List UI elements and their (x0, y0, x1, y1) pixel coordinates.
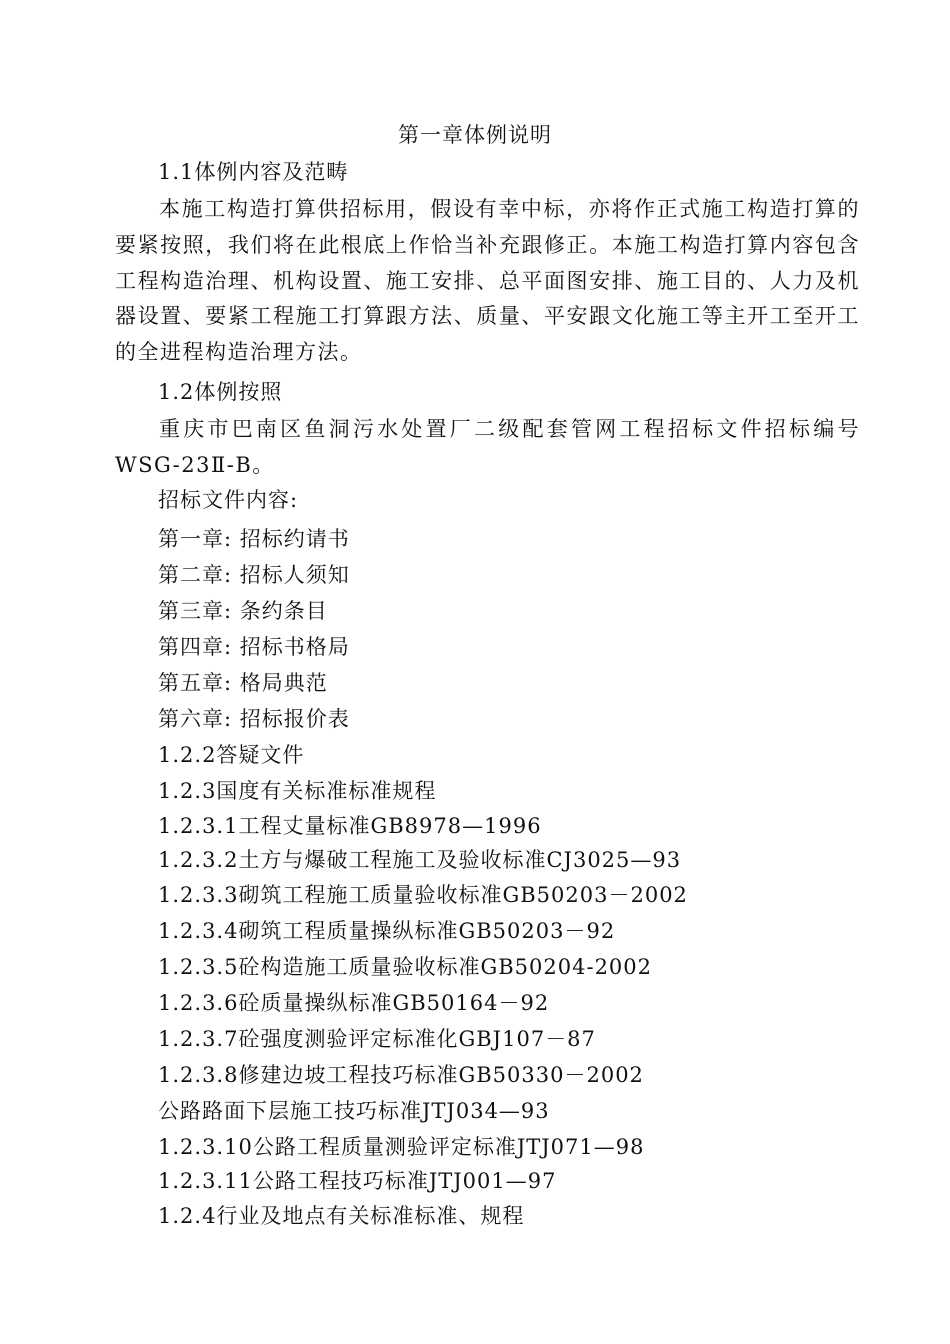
section-heading-1-1: 1.1体例内容及范畴 (158, 160, 349, 184)
basis-paragraph: 重庆市巴南区鱼洞污水处置厂二级配套管网工程招标文件招标编号WSG-23Ⅱ-B。 (115, 417, 860, 477)
list-item: 1.2.2答疑文件 (158, 743, 305, 767)
tender-contents-label: 招标文件内容: (158, 488, 299, 512)
list-item: 第一章: 招标约请书 (158, 527, 350, 551)
list-item: 第五章: 格局典范 (158, 671, 328, 695)
list-item: 第三章: 条约条目 (158, 599, 328, 623)
list-item: 第二章: 招标人须知 (158, 563, 350, 587)
standard-item: 1.2.3.8修建边坡工程技巧标准GB50330－2002 (158, 1063, 644, 1087)
scope-paragraph: 本施工构造打算供招标用，假设有幸中标，亦将作正式施工构造打算的要紧按照，我们将在此根底上作恰当补充跟修正。本施工构造打算内容包含工程构造治理、机构设置、施工安排、总平面图安排、施工目的、人力及机器设置、要紧工程施工打算跟方法、质量、平安跟文化施工等主开工至开工的全进程构造治理方法。 (115, 197, 860, 365)
standard-item: 1.2.3.11公路工程技巧标准JTJ001—97 (158, 1169, 557, 1193)
standard-item: 1.2.3.5砼构造施工质量验收标准GB50204-2002 (158, 955, 653, 979)
chapter-title: 第一章体例说明 (398, 123, 552, 147)
standard-item: 1.2.3.7砼强度测验评定标准化GBJ107－87 (158, 1027, 596, 1051)
standard-item: 1.2.3.4砌筑工程质量操纵标准GB50203－92 (158, 919, 616, 943)
list-item: 第四章: 招标书格局 (158, 635, 350, 659)
standard-item: 1.2.3.10公路工程质量测验评定标准JTJ071—98 (158, 1135, 645, 1159)
standard-item: 1.2.3.1工程丈量标准GB8978—1996 (158, 814, 542, 838)
list-item: 1.2.3国度有关标准标准规程 (158, 779, 437, 803)
standard-item: 公路路面下层施工技巧标准JTJ034—93 (158, 1099, 550, 1123)
list-item: 1.2.4行业及地点有关标准标准、规程 (158, 1204, 525, 1228)
standard-item: 1.2.3.6砼质量操纵标准GB50164－92 (158, 991, 550, 1015)
standard-item: 1.2.3.3砌筑工程施工质量验收标准GB50203－2002 (158, 883, 688, 907)
list-item: 第六章: 招标报价表 (158, 707, 350, 731)
standard-item: 1.2.3.2土方与爆破工程施工及验收标准CJ3025—93 (158, 848, 682, 872)
section-heading-1-2: 1.2体例按照 (158, 380, 283, 404)
